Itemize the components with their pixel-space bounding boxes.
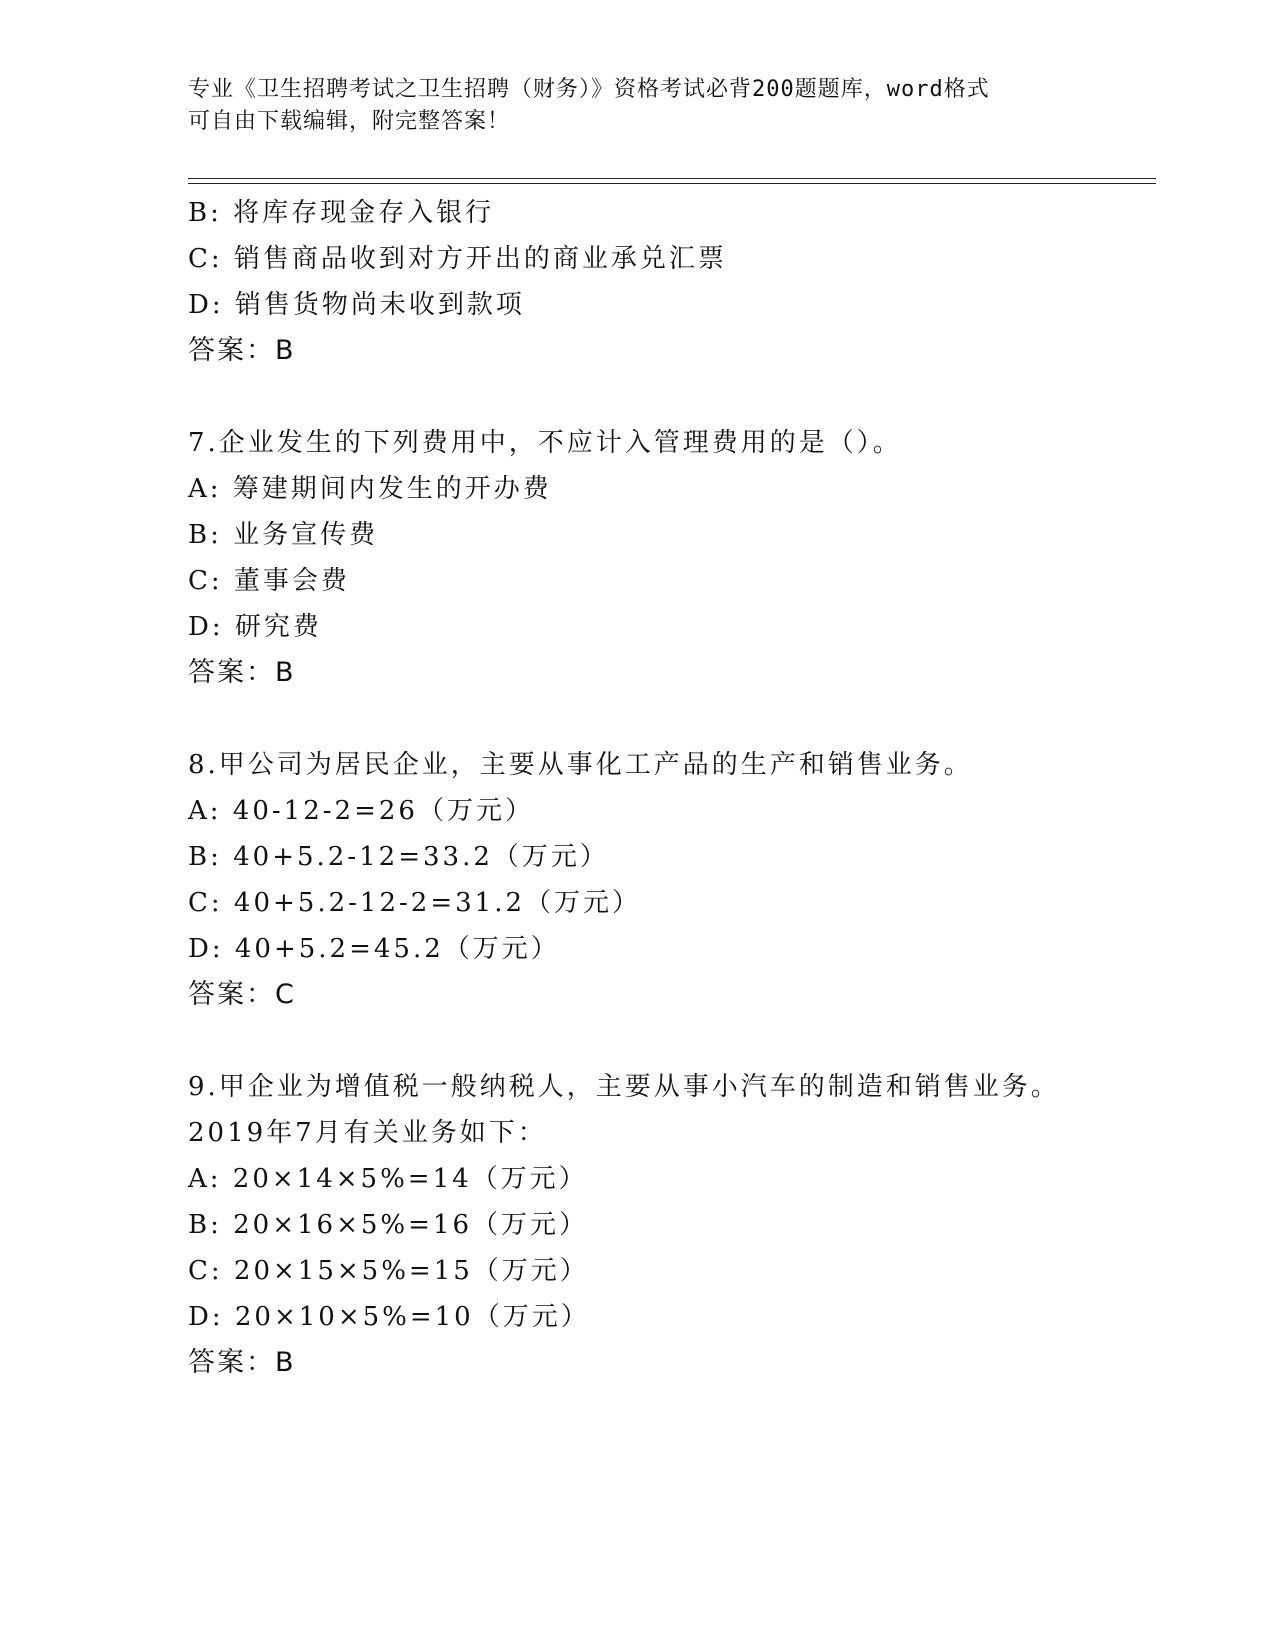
q9-option-c: C: 20×15×5%=15（万元） (188, 1256, 589, 1286)
question-7-block (188, 420, 1156, 696)
q6-option-b: B: 将库存现金存入银行 (188, 198, 495, 228)
q7-option-c: C: 董事会费 (188, 566, 350, 596)
document-header (188, 74, 1088, 138)
spacer (188, 1018, 1156, 1064)
spacer (188, 696, 1156, 742)
q8-option-c: C: 40+5.2-12-2=31.2（万元） (188, 888, 642, 918)
q7-option-a: A: 筹建期间内发生的开办费 (188, 474, 552, 504)
q8-option-a: A: 40-12-2=26（万元） (188, 796, 534, 826)
q6-option-c: C: 销售商品收到对方开出的商业承兑汇票 (188, 244, 727, 274)
q9-option-b: B: 20×16×5%=16（万元） (188, 1210, 588, 1240)
spacer (188, 374, 1156, 420)
header-divider-top (188, 178, 1156, 179)
q6-option-d: D: 销售货物尚未收到款项 (188, 290, 525, 320)
q9-question-continued: 2019年7月有关业务如下： (188, 1118, 547, 1148)
question-8-block (188, 742, 1156, 1018)
question-6-block (188, 190, 1156, 374)
q6-answer: 答案：B (188, 335, 296, 366)
header-title-line-2: 可自由下载编辑，附完整答案！ (188, 109, 511, 134)
q9-option-a: A: 20×14×5%=14（万元） (188, 1164, 588, 1194)
q7-option-b: B: 业务宣传费 (188, 520, 379, 550)
q9-answer: 答案：B (188, 1347, 296, 1378)
header-title-line-1: 专业《卫生招聘考试之卫生招聘（财务）》资格考试必背200题题库，word格式 (188, 77, 990, 102)
q8-answer: 答案：C (188, 979, 296, 1010)
q8-question: 8.甲公司为居民企业，主要从事化工产品的生产和销售业务。 (188, 750, 973, 780)
header-divider-bottom (188, 183, 1156, 184)
question-list (188, 190, 1156, 1386)
question-9-block (188, 1064, 1156, 1386)
q7-question: 7.企业发生的下列费用中，不应计入管理费用的是（）。 (188, 428, 902, 458)
q9-question: 9.甲企业为增值税一般纳税人，主要从事小汽车的制造和销售业务。 (188, 1072, 1060, 1102)
q8-option-d: D: 40+5.2=45.2（万元） (188, 934, 560, 964)
q9-option-d: D: 20×10×5%=10（万元） (188, 1302, 590, 1332)
q7-answer: 答案：B (188, 657, 296, 688)
q7-option-d: D: 研究费 (188, 612, 322, 642)
q8-option-b: B: 40+5.2-12=33.2（万元） (188, 842, 609, 872)
